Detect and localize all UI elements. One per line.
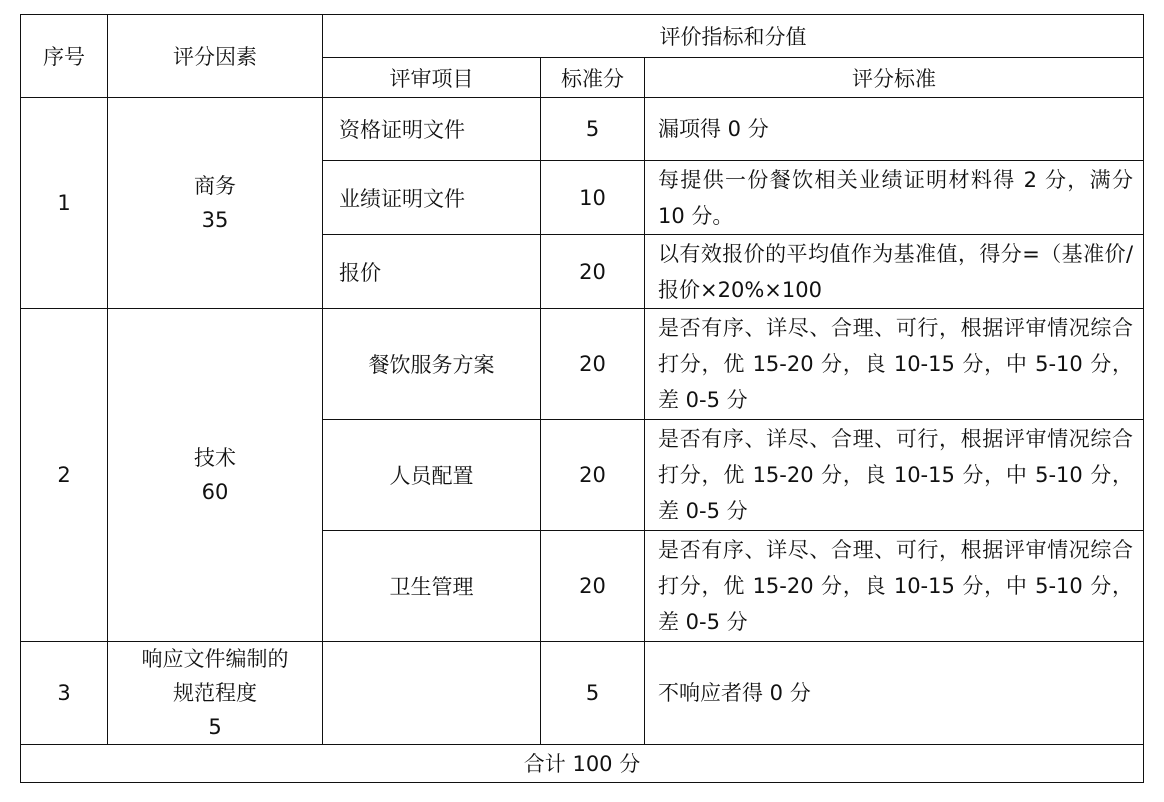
header-criteria: 评分标准 (645, 58, 1144, 98)
factor-cell (108, 98, 323, 309)
factor-name: 技术 (194, 446, 236, 470)
score-cell: 5 (541, 98, 645, 161)
item-cell: 餐饮服务方案 (323, 309, 541, 420)
factor-score: 60 (201, 480, 229, 504)
factor-score: 5 (208, 715, 222, 739)
criteria-cell: 是否有序、详尽、合理、可行，根据评审情况综合打分，优 15-20 分，良 10-15 分，中 5-10 分，差 0-5 分 (645, 420, 1144, 531)
item-cell: 资格证明文件 (323, 98, 541, 161)
header-row-top (21, 15, 1144, 58)
header-seq: 序号 (21, 15, 108, 98)
table-row (21, 642, 1144, 745)
header-factor: 评分因素 (108, 15, 323, 98)
total-row (21, 745, 1144, 783)
score-cell: 20 (541, 531, 645, 642)
table-row (21, 309, 1144, 420)
score-cell: 20 (541, 420, 645, 531)
criteria-cell: 是否有序、详尽、合理、可行，根据评审情况综合打分，优 15-20 分，良 10-15 分，中 5-10 分，差 0-5 分 (645, 531, 1144, 642)
header-item: 评审项目 (323, 58, 541, 98)
item-cell (323, 642, 541, 745)
factor-score: 35 (201, 208, 229, 232)
item-cell: 卫生管理 (323, 531, 541, 642)
seq-cell: 3 (21, 642, 108, 745)
header-indicators: 评价指标和分值 (323, 15, 1144, 58)
factor-cell (108, 642, 323, 745)
item-cell: 报价 (323, 235, 541, 309)
criteria-cell: 是否有序、详尽、合理、可行，根据评审情况综合打分，优 15-20 分，良 10-15 分，中 5-10 分，差 0-5 分 (645, 309, 1144, 420)
score-cell: 10 (541, 161, 645, 235)
factor-cell (108, 309, 323, 642)
seq-cell: 1 (21, 98, 108, 309)
factor-name: 规范程度 (173, 681, 257, 705)
criteria-cell: 以有效报价的平均值作为基准值，得分=（基准价/报价×20%×100 (645, 235, 1144, 309)
header-std-score: 标准分 (541, 58, 645, 98)
criteria-cell: 不响应者得 0 分 (645, 642, 1144, 745)
score-cell: 20 (541, 235, 645, 309)
score-cell: 20 (541, 309, 645, 420)
scoring-table (20, 14, 1144, 783)
score-cell: 5 (541, 642, 645, 745)
item-cell: 业绩证明文件 (323, 161, 541, 235)
seq-cell: 2 (21, 309, 108, 642)
criteria-cell: 每提供一份餐饮相关业绩证明材料得 2 分，满分 10 分。 (645, 161, 1144, 235)
total-cell: 合计 100 分 (21, 745, 1144, 783)
factor-name: 响应文件编制的 (141, 647, 289, 671)
factor-name: 商务 (194, 174, 236, 198)
criteria-cell: 漏项得 0 分 (645, 98, 1144, 161)
table-row (21, 98, 1144, 161)
item-cell: 人员配置 (323, 420, 541, 531)
